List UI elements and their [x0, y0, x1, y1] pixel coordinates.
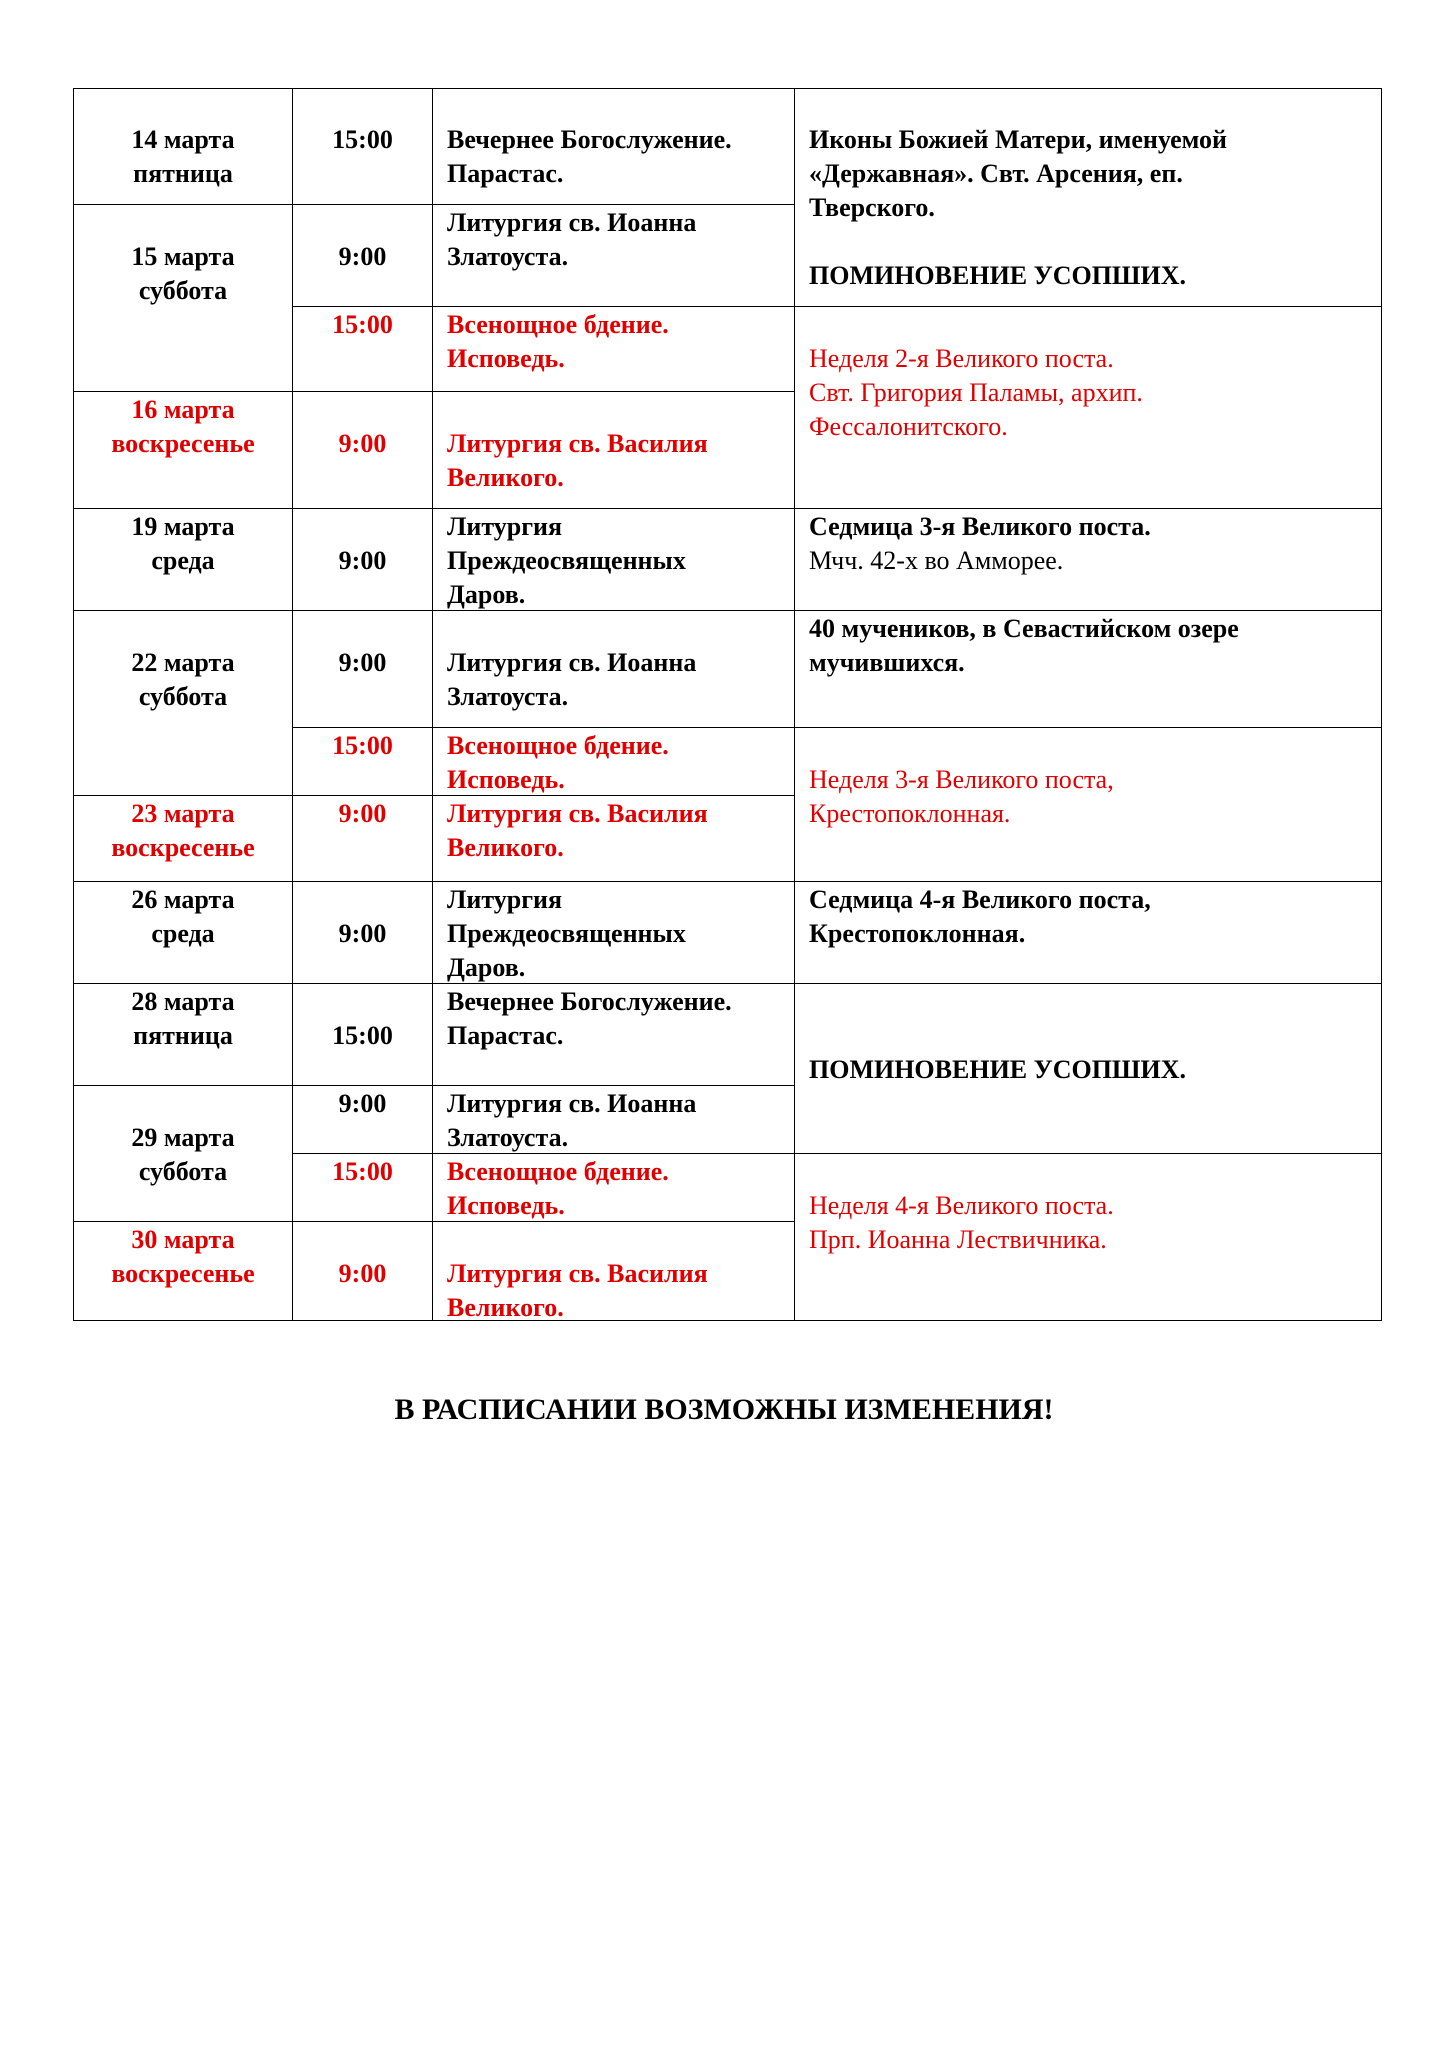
row-divider — [73, 204, 795, 205]
date-cell: 16 марта воскресенье — [111, 395, 255, 458]
feast-note: Неделя 4-я Великого поста. Прп. Иоанна Лествичника. — [809, 1191, 1114, 1254]
date-cell: 23 марта воскресенье — [111, 799, 255, 862]
time-cell: 15:00 — [332, 310, 393, 339]
date-cell: 22 марта суббота — [131, 648, 235, 711]
date-cell: 14 марта пятница — [131, 125, 235, 188]
service-cell: Всенощное бдение. Исповедь. — [447, 310, 669, 373]
feast-note: 40 мучеников, в Севастийском озере мучившихся. — [809, 614, 1239, 677]
time-cell: 9:00 — [338, 429, 387, 458]
feast-note: Неделя 3-я Великого поста, Крестопоклонная. — [809, 765, 1114, 828]
date-cell: 28 марта пятница — [131, 987, 235, 1050]
memorial-note: ПОМИНОВЕНИЕ УСОПШИХ. — [809, 1055, 1186, 1084]
service-cell: Литургия Преждеосвященных Даров. — [447, 512, 686, 609]
time-cell: 15:00 — [332, 731, 393, 760]
date-cell: 30 марта воскресенье — [111, 1225, 255, 1288]
time-cell: 15:00 — [332, 1157, 393, 1186]
row-divider — [73, 1085, 795, 1086]
row-divider — [292, 306, 1382, 307]
time-cell: 9:00 — [338, 799, 387, 828]
service-cell: Вечернее Богослужение. Парастас. — [447, 987, 732, 1050]
time-cell: 9:00 — [338, 1259, 387, 1288]
column-divider-service — [794, 88, 795, 1321]
service-cell: Литургия св. Иоанна Златоуста. — [447, 208, 697, 271]
memorial-note: ПОМИНОВЕНИЕ УСОПШИХ. — [809, 261, 1186, 290]
time-cell: 9:00 — [338, 648, 387, 677]
time-cell: 9:00 — [338, 919, 387, 948]
feast-note: Иконы Божией Матери, именуемой «Державная». Свт. Арсения, еп. Тверского. — [809, 125, 1227, 222]
date-cell: 29 марта суббота — [131, 1123, 235, 1186]
service-cell: Вечернее Богослужение. Парастас. — [447, 125, 732, 188]
date-cell: 19 марта среда — [131, 512, 235, 575]
row-divider — [73, 508, 1382, 509]
feast-note: Мчч. 42-х во Амморее. — [809, 546, 1064, 575]
row-divider — [73, 391, 795, 392]
service-cell: Литургия Преждеосвященных Даров. — [447, 885, 686, 982]
table-border-top — [73, 88, 1382, 89]
row-divider — [292, 727, 1382, 728]
time-cell: 9:00 — [338, 546, 387, 575]
schedule-change-notice: В РАСПИСАНИИ ВОЗМОЖНЫ ИЗМЕНЕНИЯ! — [394, 1393, 1054, 1426]
time-cell: 15:00 — [332, 125, 393, 154]
date-cell: 26 марта среда — [131, 885, 235, 948]
service-cell: Литургия св. Иоанна Златоуста. — [447, 648, 697, 711]
service-cell: Всенощное бдение. Исповедь. — [447, 731, 669, 794]
date-cell: 15 марта суббота — [131, 242, 235, 305]
row-divider — [73, 881, 1382, 882]
time-cell: 15:00 — [332, 1021, 393, 1050]
service-cell: Литургия св. Иоанна Златоуста. — [447, 1089, 697, 1152]
time-cell: 9:00 — [338, 1089, 387, 1118]
table-border-right — [1381, 88, 1382, 1321]
service-cell: Всенощное бдение. Исповедь. — [447, 1157, 669, 1220]
time-cell: 9:00 — [338, 242, 387, 271]
service-cell: Литургия св. Василия Великого. — [447, 429, 708, 492]
feast-note: Неделя 2-я Великого поста. Свт. Григория Паламы, архип. Фессалонитского. — [809, 344, 1143, 441]
week-title: Седмица 4-я Великого поста, Крестопоклонная. — [809, 885, 1151, 948]
week-title: Седмица 3-я Великого поста. — [809, 512, 1151, 541]
service-cell: Литургия св. Василия Великого. — [447, 1259, 708, 1322]
service-cell: Литургия св. Василия Великого. — [447, 799, 708, 862]
